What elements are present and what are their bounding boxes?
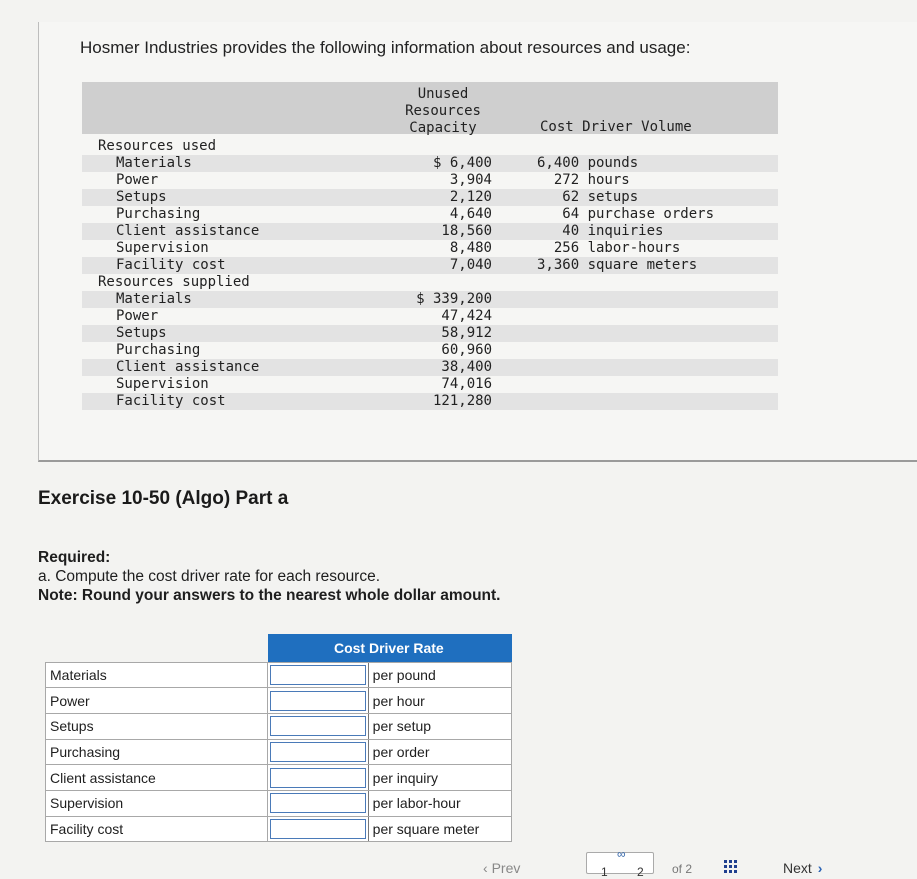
driver-volume: 256 labor-hours xyxy=(537,240,681,256)
resource-label: Power xyxy=(116,308,159,324)
resource-label: Facility cost xyxy=(116,393,226,409)
page-selector[interactable] xyxy=(586,847,654,879)
resource-label: Facility cost xyxy=(116,257,226,273)
rate-unit: per hour xyxy=(368,688,511,714)
driver-volume: 40 inquiries xyxy=(537,223,664,239)
table-row xyxy=(82,291,778,308)
intro-text: Hosmer Industries provides the following information about resources and usage: xyxy=(80,38,691,57)
rate-unit: per order xyxy=(368,739,511,765)
col-header-driver: Cost Driver Volume xyxy=(540,119,692,135)
answer-row xyxy=(46,739,512,765)
answer-row xyxy=(46,713,512,739)
rate-input[interactable] xyxy=(270,819,365,839)
required-heading: Required: xyxy=(38,549,111,566)
footer-nav xyxy=(0,846,917,879)
resource-label: Supervision xyxy=(116,376,209,392)
capacity-value: 121,280 xyxy=(432,393,492,409)
table-row xyxy=(82,342,778,359)
rate-input[interactable] xyxy=(270,742,365,762)
capacity-value: 3,904 xyxy=(449,172,492,188)
resource-label: Purchasing xyxy=(116,206,201,222)
section-resources-supplied xyxy=(82,274,778,291)
next-button[interactable]: Next › xyxy=(783,860,823,876)
driver-volume: 64 purchase orders xyxy=(537,206,715,222)
table-row xyxy=(82,308,778,325)
resource-label: Purchasing xyxy=(116,342,201,358)
resource-label: Setups xyxy=(116,189,167,205)
resource-label: Client assistance xyxy=(116,223,260,239)
answer-row xyxy=(46,765,512,791)
col-header-cost-driver-rate: Cost Driver Rate xyxy=(268,634,512,662)
prev-button[interactable]: ‹ Prev xyxy=(483,860,521,876)
resource-label: Power xyxy=(116,172,159,188)
rate-input[interactable] xyxy=(270,691,365,711)
table-row xyxy=(82,206,778,223)
table-row xyxy=(82,393,778,410)
rate-input[interactable] xyxy=(270,716,365,736)
chevron-right-icon: › xyxy=(817,860,823,876)
section-resources-used xyxy=(82,138,778,155)
table-row xyxy=(82,376,778,393)
capacity-value: 4,640 xyxy=(449,206,492,222)
table-row xyxy=(82,189,778,206)
capacity-value: 38,400 xyxy=(441,359,492,375)
table-row xyxy=(82,359,778,376)
section-label: Resources used xyxy=(98,138,217,154)
table-row xyxy=(82,155,778,172)
table-row xyxy=(82,257,778,274)
driver-volume: 272 hours xyxy=(537,172,630,188)
capacity-value: 74,016 xyxy=(441,376,492,392)
answer-row xyxy=(46,790,512,816)
capacity-value: 60,960 xyxy=(441,342,492,358)
answer-row xyxy=(46,816,512,842)
driver-volume: 62 setups xyxy=(537,189,639,205)
rounding-note: Note: Round your answers to the nearest whole dollar amount. xyxy=(38,587,501,604)
resource-name: Setups xyxy=(46,713,268,739)
capacity-value: 2,120 xyxy=(449,189,492,205)
required-block xyxy=(38,548,500,605)
rate-input[interactable] xyxy=(270,793,365,813)
capacity-value: 47,424 xyxy=(441,308,492,324)
resource-label: Materials xyxy=(116,155,192,171)
resource-name: Power xyxy=(46,688,268,714)
required-line-a: a. Compute the cost driver rate for each resource. xyxy=(38,568,381,585)
rate-unit: per labor-hour xyxy=(368,790,511,816)
resource-name: Purchasing xyxy=(46,739,268,765)
page-total: of 2 xyxy=(672,862,693,876)
resource-label: Materials xyxy=(116,291,192,307)
rate-unit: per inquiry xyxy=(368,765,511,791)
resource-name: Facility cost xyxy=(46,816,268,842)
rate-input[interactable] xyxy=(270,768,365,788)
rate-input[interactable] xyxy=(270,665,365,685)
col-header-capacity: Unused Resources Capacity xyxy=(405,86,481,136)
capacity-value: $ 6,400 xyxy=(432,155,492,171)
resource-name: Client assistance xyxy=(46,765,268,791)
page-current: 1 xyxy=(601,865,608,879)
rate-unit: per square meter xyxy=(368,816,511,842)
capacity-value: 8,480 xyxy=(449,240,492,256)
section-label: Resources supplied xyxy=(98,274,250,290)
resource-label: Setups xyxy=(116,325,167,341)
page-next: 2 xyxy=(637,865,644,879)
resource-label: Supervision xyxy=(116,240,209,256)
grid-icon[interactable] xyxy=(724,860,738,871)
capacity-value: 58,912 xyxy=(441,325,492,341)
resource-name: Supervision xyxy=(46,790,268,816)
capacity-value: $ 339,200 xyxy=(416,291,492,307)
answer-table xyxy=(45,634,512,837)
driver-volume: 3,360 square meters xyxy=(537,257,698,273)
rate-unit: per pound xyxy=(368,662,511,688)
link-icon: ∞ xyxy=(617,847,626,861)
table-row xyxy=(82,172,778,189)
driver-volume: 6,400 pounds xyxy=(537,155,639,171)
table-row xyxy=(82,240,778,257)
part-title: Exercise 10-50 (Algo) Part a xyxy=(38,488,289,509)
resource-name: Materials xyxy=(46,662,268,688)
rate-unit: per setup xyxy=(368,713,511,739)
table-row xyxy=(82,223,778,240)
table-row xyxy=(82,325,778,342)
resource-label: Client assistance xyxy=(116,359,260,375)
answer-row xyxy=(46,662,512,688)
answer-row xyxy=(46,688,512,714)
capacity-value: 18,560 xyxy=(441,223,492,239)
capacity-value: 7,040 xyxy=(449,257,492,273)
